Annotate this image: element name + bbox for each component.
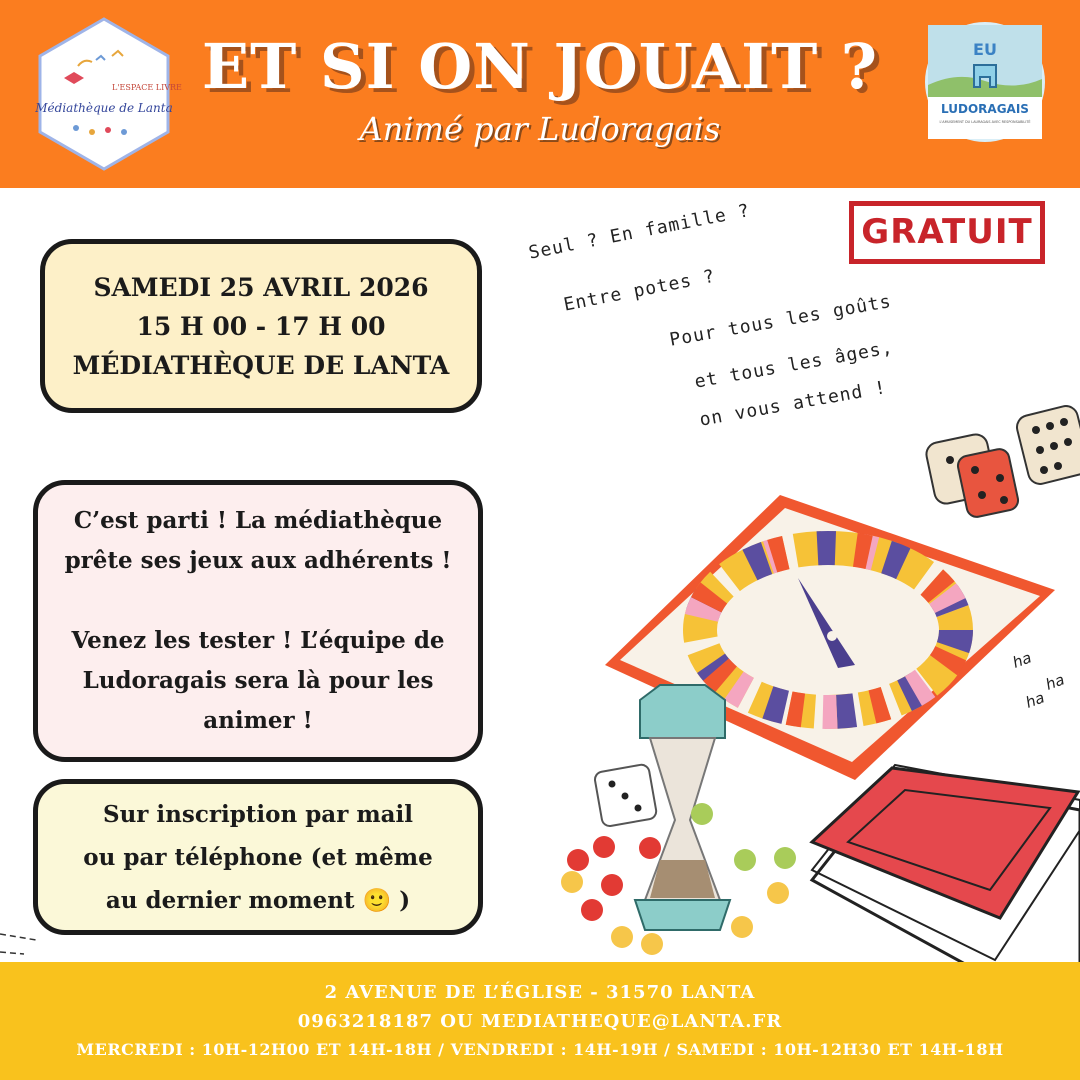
logo-left-top-text: L'ESPACE LIVRE (112, 83, 182, 92)
footer-hours: MERCREDI : 10H-12H00 ET 14H-18H / VENDREDI : 14H-19H / SAMEDI : 10H-12H30 ET 14H-18H (76, 1040, 1004, 1059)
logo-left-main-text: Médiathèque de Lanta (35, 101, 173, 115)
free-badge: GRATUIT (849, 201, 1045, 264)
decorative-lines (0, 926, 40, 956)
signup-line: ou par téléphone (et même (83, 843, 433, 871)
smiley-icon: 🙂 (362, 886, 392, 914)
signup-line-last (38, 879, 478, 922)
event-place: MÉDIATHÈQUE DE LANTA (72, 350, 450, 380)
logo-right-badge: EU (973, 40, 997, 59)
card-deck (812, 765, 1080, 975)
dice-icon (594, 764, 658, 828)
description-box (33, 480, 483, 762)
logo-right-name: LUDORAGAIS (941, 102, 1029, 116)
laugh-text: ha (1010, 648, 1034, 672)
note-all-ages: et tous les âges, (693, 337, 895, 393)
note-solo-family: Seul ? En famille ? (527, 200, 752, 264)
signup-line: Sur inscription par mail (102, 800, 414, 828)
laugh-text: ha (1043, 670, 1067, 694)
logo-right-tagline: L'AMUSEMENT DU LAURAGAIS AVEC RESPONSABILITÉ (939, 120, 1031, 124)
laugh-text: ha (1023, 688, 1047, 712)
signup-line: au dernier moment (105, 886, 355, 914)
dice-icon (1014, 404, 1080, 487)
note-we-wait: on vous attend ! (698, 377, 889, 431)
page-subtitle: Animé par Ludoragais (359, 110, 721, 148)
page-title: ET SI ON JOUAIT ? (201, 30, 879, 103)
event-time: 15 H 00 - 17 H 00 (136, 311, 386, 341)
footer-contact: 0963218187 OU MEDIATHEQUE@LANTA.FR (297, 1011, 783, 1032)
board-game-illustration (540, 400, 1080, 980)
signup-line-end: ) (399, 886, 411, 914)
header-banner (0, 0, 1080, 188)
dice-icon (924, 432, 1020, 518)
description-line: Ludoragais sera là pour les (82, 667, 434, 694)
description-line: animer ! (203, 707, 313, 734)
description-line: Venez les tester ! L’équipe de (71, 627, 445, 654)
description-line: prête ses jeux aux adhérents ! (64, 547, 452, 574)
signup-box (33, 779, 483, 935)
event-date: SAMEDI 25 AVRIL 2026 (93, 272, 429, 302)
description-line: C’est parti ! La médiathèque (73, 507, 443, 534)
note-friends: Entre potes ? (562, 265, 718, 316)
ludoragais-logo (925, 22, 1045, 142)
note-all-tastes: Pour tous les goûts (668, 290, 894, 351)
event-info-box (40, 239, 482, 413)
footer-address: 2 AVENUE DE L’ÉGLISE - 31570 LANTA (324, 982, 756, 1003)
